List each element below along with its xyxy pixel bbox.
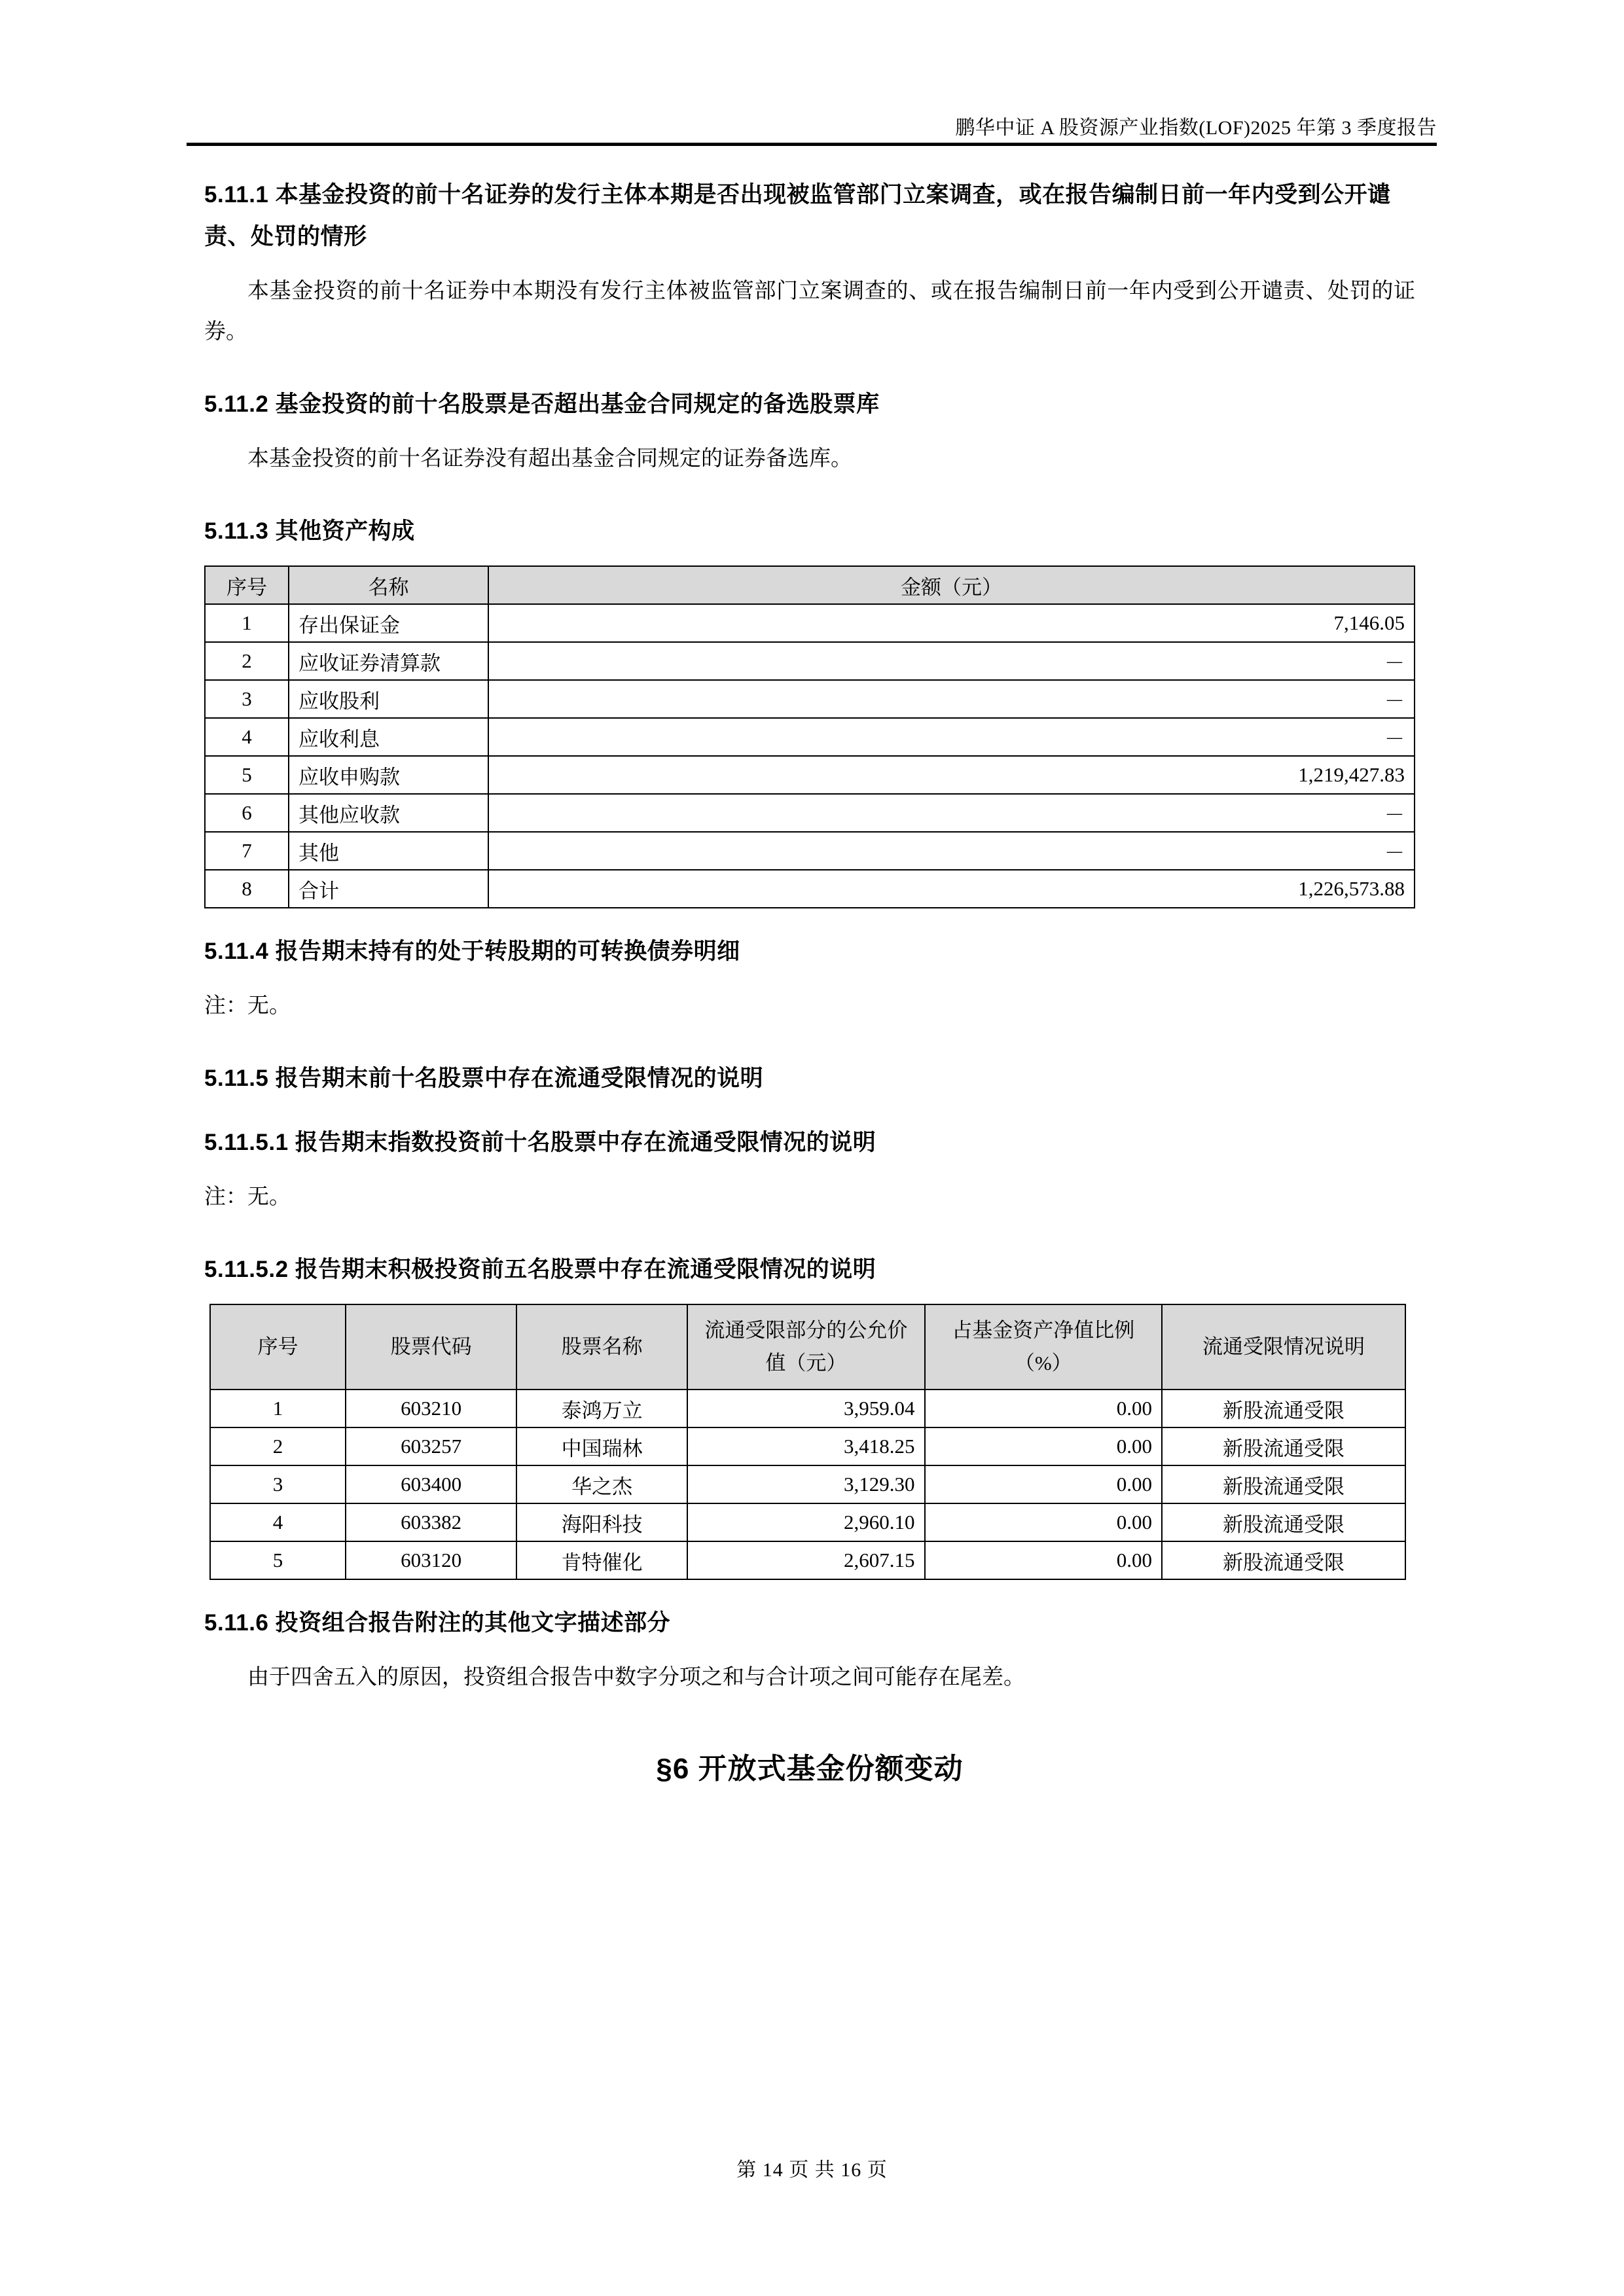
cell-name: 应收股利 [289,680,488,718]
section-5-11-5-1 [204,1122,1415,1164]
cell-amount: － [488,718,1415,756]
section-5-11-1 [204,174,1415,258]
section-5-11-6-heading: 5.11.6 投资组合报告附注的其他文字描述部分 [204,1610,671,1636]
column-header-index: 序号 [210,1304,346,1390]
table-row [210,1427,1405,1465]
cell-stock-name: 华之杰 [516,1465,687,1503]
cell-stock-code: 603120 [346,1541,516,1579]
column-header-fair-value: 流通受限部分的公允价值（元） [687,1304,924,1390]
cell-index: 1 [205,604,289,642]
section-5-11-4-heading: 5.11.4 报告期末持有的处于转股期的可转换债券明细 [204,939,740,964]
cell-index: 1 [210,1390,346,1427]
cell-name: 存出保证金 [289,604,488,642]
section-5-11-5-1-heading: 5.11.5.1 报告期末指数投资前十名股票中存在流通受限情况的说明 [204,1130,876,1155]
column-header-index: 序号 [205,566,289,604]
section-5-11-4 [204,931,1415,973]
cell-nav-ratio: 0.00 [925,1390,1162,1427]
cell-name: 应收申购款 [289,756,488,794]
table-row [205,642,1415,680]
cell-stock-name: 肯特催化 [516,1541,687,1579]
cell-name: 其他 [289,832,488,870]
table-row [205,832,1415,870]
cell-stock-code: 603257 [346,1427,516,1465]
restricted-stocks-table [209,1304,1406,1580]
column-header-name: 名称 [289,566,488,604]
cell-stock-name: 中国瑞林 [516,1427,687,1465]
cell-name: 合计 [289,870,488,908]
table-row [210,1503,1405,1541]
running-header: 鹏华中证 A 股资源产业指数(LOF)2025 年第 3 季度报告 [955,117,1437,139]
section-5-11-3 [204,511,1415,552]
cell-amount: 7,146.05 [488,604,1415,642]
table-row [210,1465,1405,1503]
cell-index: 5 [210,1541,346,1579]
section-5-11-1-body: 本基金投资的前十名证券中本期没有发行主体被监管部门立案调查的、或在报告编制日前一年内受到公开谴责、处罚的证券。 [204,279,1415,344]
section-5-11-5-heading: 5.11.5 报告期末前十名股票中存在流通受限情况的说明 [204,1066,764,1091]
section-5-11-2-body: 本基金投资的前十名证券没有超出基金合同规定的证券备选库。 [247,447,852,471]
table-row [210,1390,1405,1427]
cell-index: 3 [205,680,289,718]
table-row [205,718,1415,756]
section-5-11-5-2-heading: 5.11.5.2 报告期末积极投资前五名股票中存在流通受限情况的说明 [204,1257,876,1282]
section-5-11-5-1-note: 注：无。 [204,1185,291,1209]
cell-nav-ratio: 0.00 [925,1503,1162,1541]
cell-index: 8 [205,870,289,908]
section-5-11-3-heading: 5.11.3 其他资产构成 [204,518,415,544]
table-row [205,794,1415,832]
column-header-nav-ratio: 占基金资产净值比例（%） [925,1304,1162,1390]
cell-fair-value: 2,960.10 [687,1503,924,1541]
part-6-title: §6 开放式基金份额变动 [656,1753,964,1785]
cell-nav-ratio: 0.00 [925,1541,1162,1579]
column-header-reason: 流通受限情况说明 [1162,1304,1405,1390]
cell-index: 4 [210,1503,346,1541]
other-assets-table [204,565,1415,908]
table-row [205,756,1415,794]
table-row [205,604,1415,642]
section-5-11-5-2 [204,1249,1415,1291]
cell-index: 6 [205,794,289,832]
cell-index: 5 [205,756,289,794]
cell-fair-value: 3,129.30 [687,1465,924,1503]
cell-fair-value: 2,607.15 [687,1541,924,1579]
cell-index: 4 [205,718,289,756]
cell-stock-name: 泰鸿万立 [516,1390,687,1427]
cell-index: 7 [205,832,289,870]
table-row-total [205,870,1415,908]
cell-stock-code: 603400 [346,1465,516,1503]
cell-name: 应收证券清算款 [289,642,488,680]
column-header-stock-name: 股票名称 [516,1304,687,1390]
cell-index: 3 [210,1465,346,1503]
cell-reason: 新股流通受限 [1162,1390,1405,1427]
table-header-row [205,566,1415,604]
section-5-11-6 [204,1602,1415,1644]
page-footer: 第 14 页 共 16 页 [736,2159,888,2181]
cell-fair-value: 3,959.04 [687,1390,924,1427]
column-header-amount: 金额（元） [488,566,1415,604]
cell-amount: － [488,794,1415,832]
cell-stock-code: 603382 [346,1503,516,1541]
cell-amount: － [488,642,1415,680]
cell-amount: － [488,832,1415,870]
table-header-row [210,1304,1405,1390]
column-header-stock-code: 股票代码 [346,1304,516,1390]
cell-reason: 新股流通受限 [1162,1427,1405,1465]
section-5-11-6-body: 由于四舍五入的原因，投资组合报告中数字分项之和与合计项之间可能存在尾差。 [247,1666,1025,1689]
section-5-11-4-note: 注：无。 [204,994,291,1018]
cell-fair-value: 3,418.25 [687,1427,924,1465]
cell-reason: 新股流通受限 [1162,1465,1405,1503]
cell-stock-code: 603210 [346,1390,516,1427]
cell-index: 2 [205,642,289,680]
cell-reason: 新股流通受限 [1162,1503,1405,1541]
section-5-11-2 [204,384,1415,425]
table-row [210,1541,1405,1579]
cell-name: 应收利息 [289,718,488,756]
table-row [205,680,1415,718]
cell-amount: 1,219,427.83 [488,756,1415,794]
section-5-11-5 [204,1058,1415,1100]
cell-amount: 1,226,573.88 [488,870,1415,908]
cell-index: 2 [210,1427,346,1465]
cell-reason: 新股流通受限 [1162,1541,1405,1579]
section-5-11-2-heading: 5.11.2 基金投资的前十名股票是否超出基金合同规定的备选股票库 [204,391,880,417]
page-content [204,0,1415,1787]
cell-nav-ratio: 0.00 [925,1465,1162,1503]
cell-name: 其他应收款 [289,794,488,832]
cell-nav-ratio: 0.00 [925,1427,1162,1465]
cell-stock-name: 海阳科技 [516,1503,687,1541]
cell-amount: － [488,680,1415,718]
section-5-11-1-heading: 5.11.1 本基金投资的前十名证券的发行主体本期是否出现被监管部门立案调查，或在报告编制日前一年内受到公开谴责、处罚的情形 [204,182,1391,249]
